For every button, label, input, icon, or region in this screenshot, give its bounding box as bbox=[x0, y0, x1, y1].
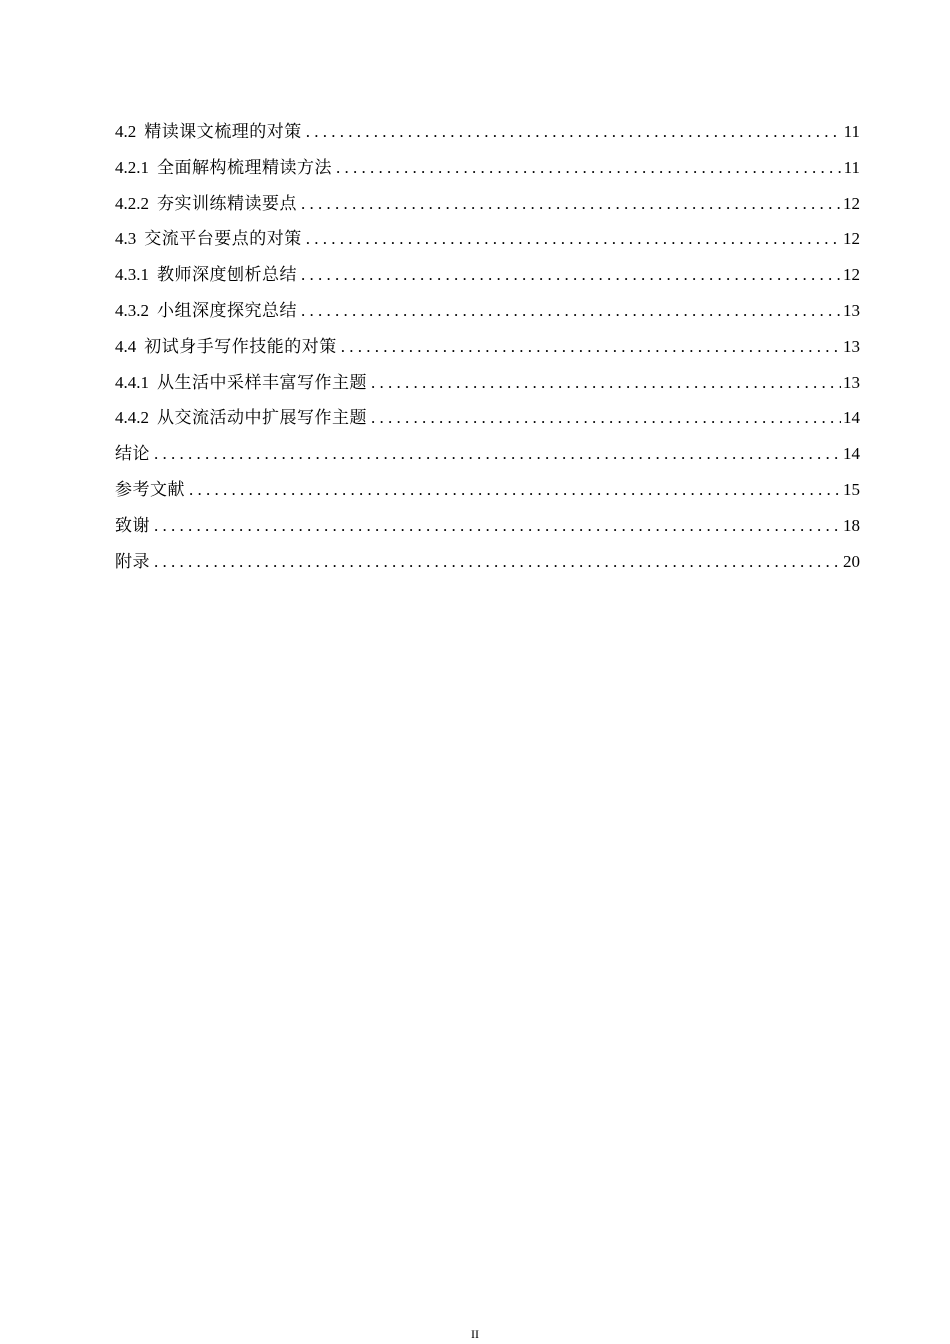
toc-section-number: 4.2.2 bbox=[115, 193, 149, 213]
toc-section-number: 4.3 bbox=[115, 229, 137, 249]
dot-leader bbox=[371, 365, 841, 401]
toc-page-number: 14 bbox=[843, 444, 860, 464]
toc-page-number: 11 bbox=[843, 157, 860, 177]
toc-page-number: 15 bbox=[843, 479, 860, 499]
toc-entry[interactable] bbox=[115, 257, 860, 293]
toc-entry[interactable] bbox=[115, 436, 860, 472]
toc-section-title: 从生活中采样丰富写作主题 bbox=[157, 372, 367, 392]
page-number-footer: II bbox=[471, 1327, 479, 1341]
dot-leader bbox=[154, 508, 841, 544]
toc-page-number: 13 bbox=[843, 300, 860, 320]
toc-page-number: 12 bbox=[843, 265, 860, 285]
toc-section-title: 初试身手写作技能的对策 bbox=[144, 336, 337, 356]
toc-section-title: 从交流活动中扩展写作主题 bbox=[157, 408, 367, 428]
toc-entry[interactable] bbox=[115, 186, 860, 222]
toc-section-title: 附录 bbox=[115, 551, 150, 571]
dot-leader bbox=[341, 329, 841, 365]
toc-page-number: 12 bbox=[843, 229, 860, 249]
toc-section-number: 4.2.1 bbox=[115, 157, 149, 177]
toc-section-title: 精读课文梳理的对策 bbox=[144, 122, 302, 141]
toc-page-number: 20 bbox=[843, 551, 860, 571]
toc-entry[interactable] bbox=[115, 472, 860, 508]
toc-page-number: 11 bbox=[843, 122, 860, 141]
dot-leader bbox=[301, 186, 841, 222]
table-of-contents bbox=[115, 114, 860, 579]
toc-page-number: 14 bbox=[843, 408, 860, 428]
toc-entry[interactable] bbox=[115, 293, 860, 329]
toc-entry[interactable] bbox=[115, 150, 860, 186]
toc-section-title: 交流平台要点的对策 bbox=[144, 229, 302, 249]
toc-page-number: 12 bbox=[843, 193, 860, 213]
toc-entry[interactable] bbox=[115, 365, 860, 401]
toc-page-number: 13 bbox=[843, 372, 860, 392]
toc-page-number: 18 bbox=[843, 515, 860, 535]
toc-section-title: 全面解构梳理精读方法 bbox=[157, 157, 332, 177]
toc-entry[interactable] bbox=[115, 114, 860, 150]
toc-section-number: 4.4.2 bbox=[115, 408, 149, 428]
toc-page-number: 13 bbox=[843, 336, 860, 356]
toc-section-number: 4.4.1 bbox=[115, 372, 149, 392]
dot-leader bbox=[371, 400, 841, 436]
toc-section-number: 4.3.1 bbox=[115, 265, 149, 285]
dot-leader bbox=[301, 257, 841, 293]
dot-leader bbox=[154, 544, 841, 580]
toc-section-title: 小组深度探究总结 bbox=[157, 300, 297, 320]
dot-leader bbox=[301, 293, 841, 329]
toc-entry[interactable] bbox=[115, 329, 860, 365]
dot-leader bbox=[306, 221, 841, 257]
toc-section-title: 教师深度刨析总结 bbox=[157, 265, 297, 285]
toc-entry[interactable] bbox=[115, 508, 860, 544]
toc-entry[interactable] bbox=[115, 544, 860, 580]
toc-section-title: 致谢 bbox=[115, 515, 150, 535]
toc-section-number: 4.4 bbox=[115, 336, 137, 356]
toc-section-number: 4.3.2 bbox=[115, 300, 149, 320]
toc-section-title: 夯实训练精读要点 bbox=[157, 193, 297, 213]
dot-leader bbox=[189, 472, 841, 508]
toc-section-title: 结论 bbox=[115, 444, 150, 464]
dot-leader bbox=[336, 150, 842, 186]
toc-entry[interactable] bbox=[115, 400, 860, 436]
dot-leader bbox=[154, 436, 841, 472]
toc-entry[interactable] bbox=[115, 221, 860, 257]
dot-leader bbox=[306, 114, 842, 150]
toc-section-number: 4.2 bbox=[115, 122, 137, 141]
toc-section-title: 参考文献 bbox=[115, 479, 185, 499]
